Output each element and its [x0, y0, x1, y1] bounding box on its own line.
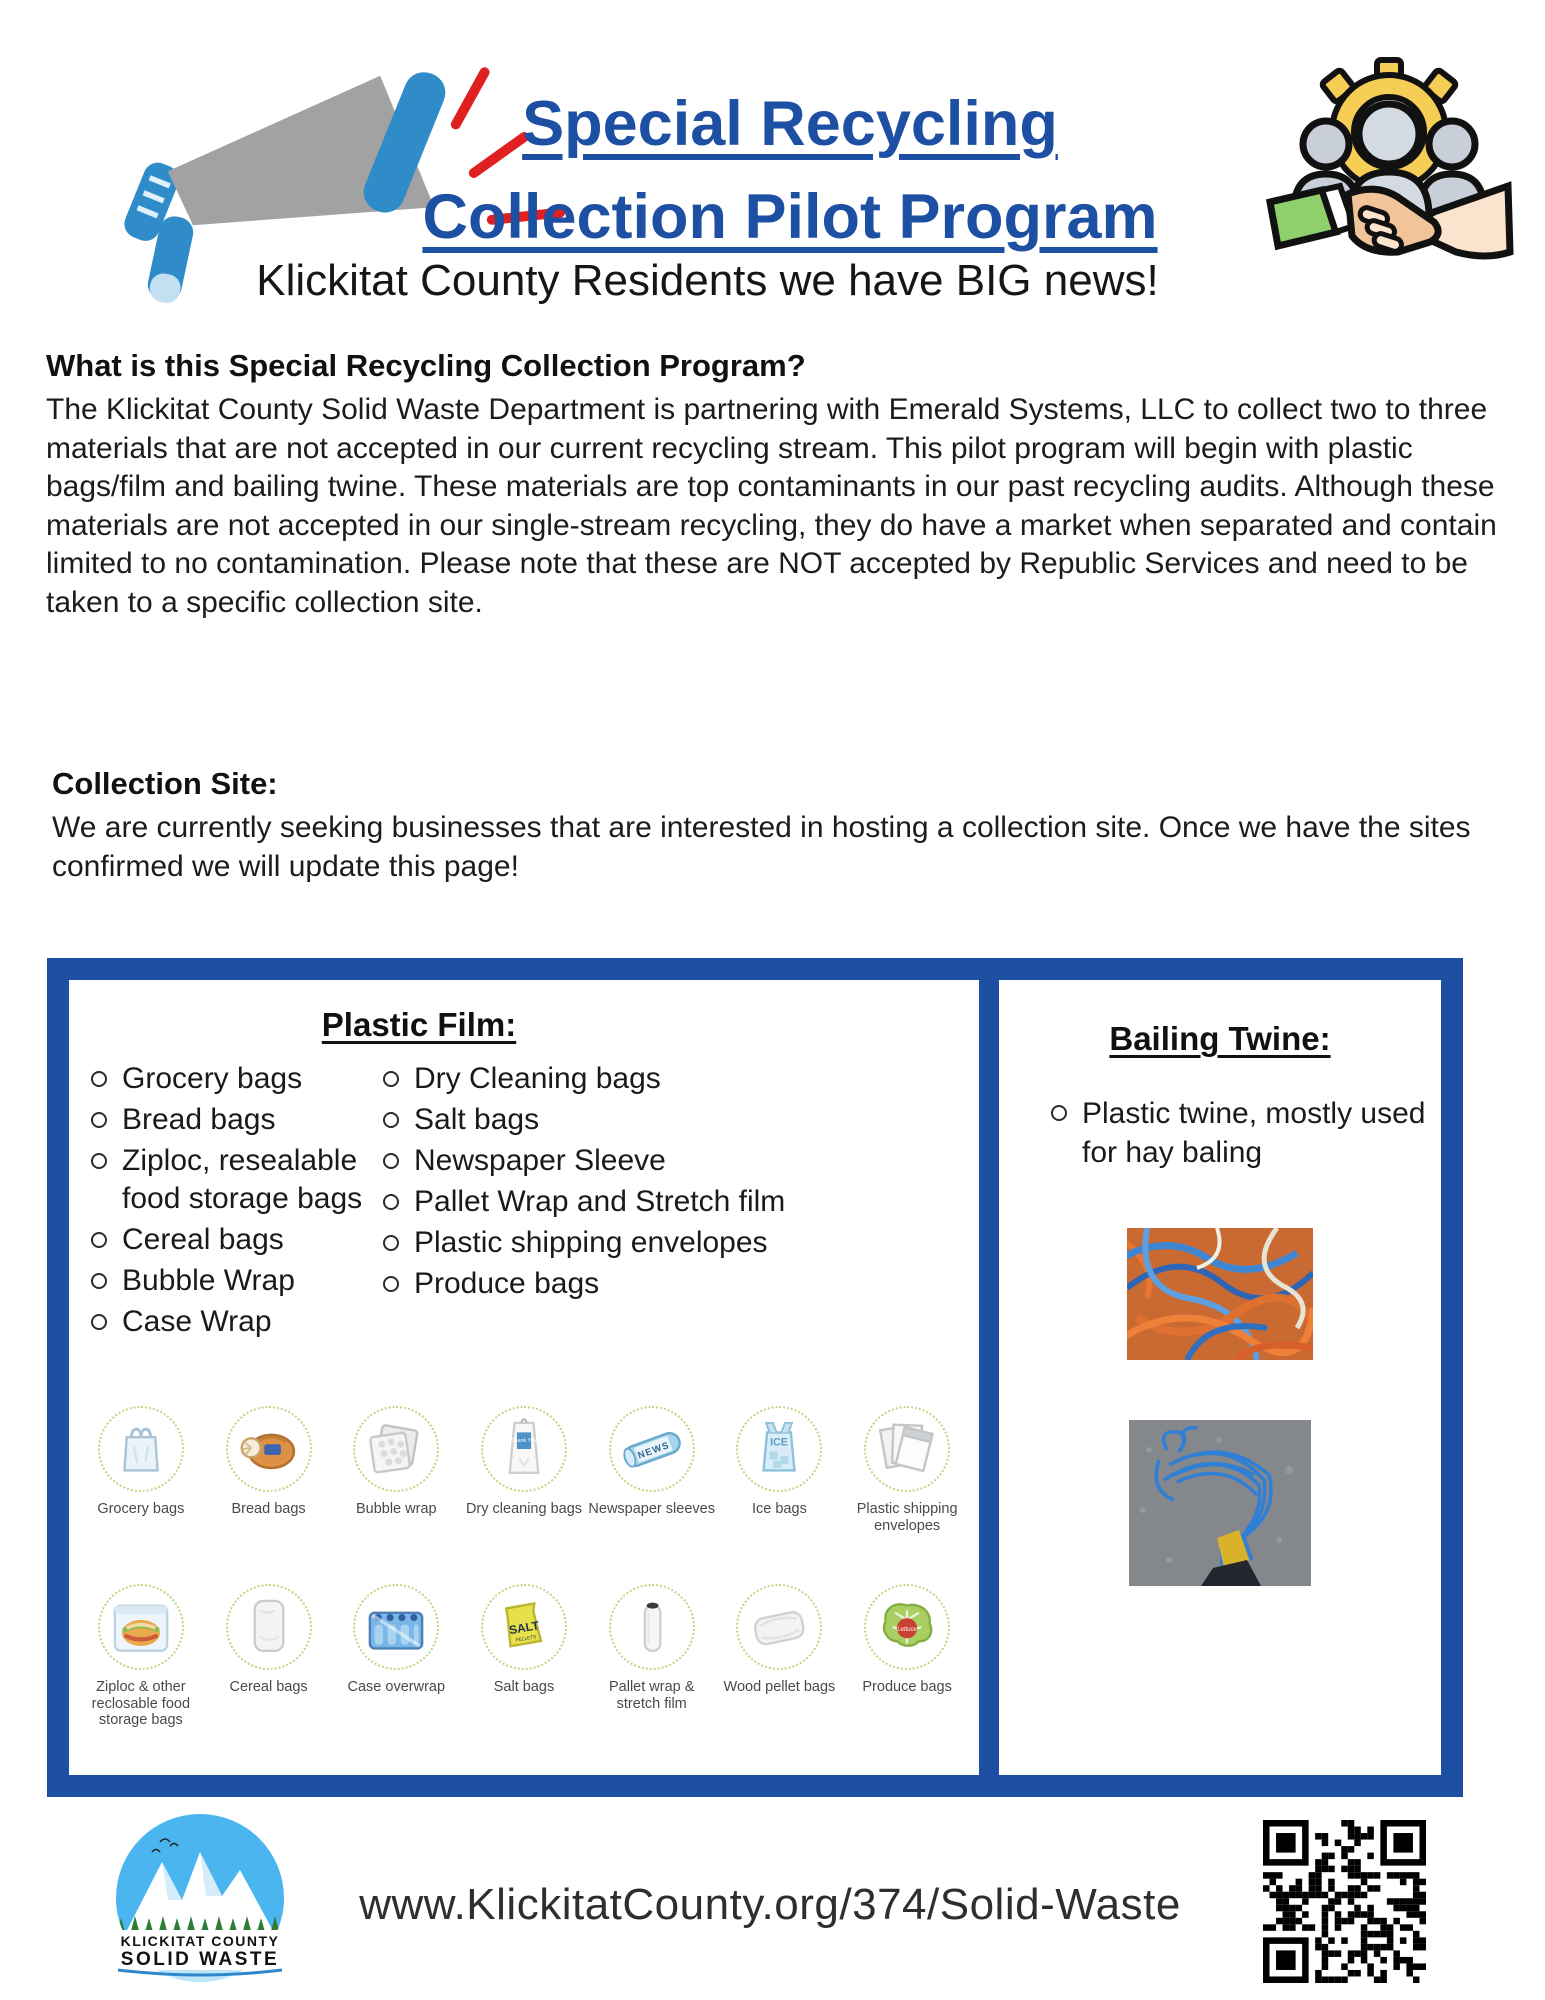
collection-site-heading: Collection Site: [52, 766, 278, 801]
qr-code-graphic [1263, 1820, 1426, 1983]
gallery-item [460, 1584, 588, 1729]
collection-site-body: We are currently seeking businesses that are interested in hosting a collection site. Once we have the sites confirmed we will update this page! [52, 811, 1471, 883]
svg-text:Thank You: Thank You [511, 1437, 537, 1444]
cereal-bag-icon [231, 1589, 307, 1665]
dry-cleaning-bag-icon [486, 1411, 562, 1487]
list-item: Plastic shipping envelopes [383, 1224, 971, 1262]
dotted-ring [353, 1584, 439, 1670]
gallery-caption: Wood pellet bags [723, 1679, 836, 1695]
list-item: Ziploc, resealable food storage bags [91, 1142, 383, 1218]
case-overwrap-icon [358, 1589, 434, 1665]
title-line-2: Collection Pilot Program [422, 182, 1158, 253]
bullet-circle-icon [383, 1071, 399, 1087]
dotted-ring [226, 1584, 312, 1670]
gallery-caption: Newspaper sleeves [588, 1501, 715, 1517]
plastic-film-panel [69, 980, 979, 1775]
svg-text:Lettuce: Lettuce [897, 1627, 917, 1634]
bailing-twine-panel [999, 980, 1441, 1775]
bullet-circle-icon [91, 1153, 107, 1169]
shipping-envelope-icon [869, 1411, 945, 1487]
gallery-item [205, 1584, 333, 1729]
svg-text:KLICKITAT COUNTY: KLICKITAT COUNTY [120, 1933, 280, 1949]
svg-text:PELLETS: PELLETS [515, 1635, 537, 1644]
list-item: Pallet Wrap and Stretch film [383, 1183, 971, 1221]
gallery-item [716, 1406, 844, 1534]
list-item: Case Wrap [91, 1303, 383, 1341]
svg-text:ICE: ICE [770, 1436, 789, 1449]
bullet-circle-icon [383, 1194, 399, 1210]
dotted-ring [481, 1584, 567, 1670]
dotted-ring [864, 1406, 950, 1492]
plastic-film-lists [69, 1044, 979, 1344]
partnership-graphic [1264, 44, 1514, 284]
list-item: Grocery bags [91, 1060, 383, 1098]
dotted-ring [98, 1584, 184, 1670]
gallery-item [843, 1584, 971, 1729]
dotted-ring [864, 1584, 950, 1670]
svg-text:SOLID WASTE: SOLID WASTE [120, 1949, 280, 1970]
bread-bag-icon [231, 1411, 307, 1487]
bullet-circle-icon [383, 1235, 399, 1251]
dotted-ring [98, 1406, 184, 1492]
bullet-circle-icon [383, 1276, 399, 1292]
gallery-caption: Ziploc & other reclosable food storage bags [91, 1679, 191, 1728]
gallery-caption: Bread bags [231, 1501, 306, 1517]
gallery-item [716, 1584, 844, 1729]
bubble-wrap-icon [358, 1411, 434, 1487]
gallery-item [332, 1406, 460, 1534]
list-item: Bread bags [91, 1101, 383, 1139]
materials-box [47, 958, 1463, 1797]
dotted-ring [609, 1406, 695, 1492]
gallery-item [205, 1406, 333, 1534]
gallery-caption: Pallet wrap & stretch film [608, 1679, 695, 1712]
gallery-item [588, 1406, 716, 1534]
about-body: The Klickitat County Solid Waste Department is partnering with Emerald Systems, LLC to collect two to three materials that are not accepted in our current recycling stream. This pilot program will begin with plastic bags/film and bailing twine. These materials are top contaminants in our past recycling audits. Although these materials are not accepted in our single-stream recycling, they do have a market when separated and contain limited to no contamination. Please note that these are NOT accepted by Republic Services and need to be taken to a specific collection site. [46, 393, 1497, 619]
gallery-caption: Grocery bags [97, 1501, 185, 1517]
dotted-ring [736, 1584, 822, 1670]
ziploc-sandwich-bag-icon [103, 1589, 179, 1665]
page-title [350, 78, 1230, 264]
dotted-ring [226, 1406, 312, 1492]
dotted-ring [736, 1406, 822, 1492]
grocery-bag-icon [103, 1411, 179, 1487]
bullet-circle-icon [91, 1273, 107, 1289]
pallet-wrap-icon [614, 1589, 690, 1665]
bullet-circle-icon [383, 1112, 399, 1128]
title-line-1: Special Recycling [522, 89, 1058, 160]
bullet-circle-icon [91, 1232, 107, 1248]
plastic-film-gallery [77, 1406, 971, 1729]
newspaper-sleeve-icon [614, 1411, 690, 1487]
list-item: Cereal bags [91, 1221, 383, 1259]
list-item: Dry Cleaning bags [383, 1060, 971, 1098]
list-item: Produce bags [383, 1265, 971, 1303]
solid-waste-logo [110, 1812, 290, 1984]
gallery-caption: Plastic shipping envelopes [856, 1501, 958, 1534]
ice-bag-icon [741, 1411, 817, 1487]
bailing-twine-heading: Bailing Twine: [1109, 1020, 1331, 1057]
produce-bag-icon [869, 1589, 945, 1665]
gallery-caption: Salt bags [493, 1679, 555, 1695]
gallery-item [332, 1584, 460, 1729]
salt-bag-icon [486, 1589, 562, 1665]
gallery-caption: Cereal bags [229, 1679, 308, 1695]
gallery-caption: Case overwrap [347, 1679, 446, 1695]
subtitle: Klickitat County Residents we have BIG news! [256, 256, 1159, 305]
bullet-circle-icon [91, 1071, 107, 1087]
dotted-ring [353, 1406, 439, 1492]
list-item: Newspaper Sleeve [383, 1142, 971, 1180]
wood-pellet-bag-icon [741, 1589, 817, 1665]
gallery-item [77, 1406, 205, 1534]
qr-code [1263, 1820, 1426, 1983]
list-item: Salt bags [383, 1101, 971, 1139]
gallery-caption: Produce bags [862, 1679, 952, 1695]
list-item: Plastic twine, mostly used for hay baling [999, 1058, 1441, 1172]
svg-text:SALT: SALT [508, 1618, 541, 1638]
bullet-circle-icon [1051, 1105, 1067, 1121]
bullet-circle-icon [91, 1314, 107, 1330]
gallery-caption: Bubble wrap [355, 1501, 437, 1517]
list-item: Bubble Wrap [91, 1262, 383, 1300]
collection-site-section [52, 766, 1472, 886]
gallery-item [588, 1584, 716, 1729]
about-heading: What is this Special Recycling Collection Program? [46, 348, 806, 383]
blue-twine-bundle-photo [1129, 1420, 1311, 1586]
gallery-caption: Dry cleaning bags [465, 1501, 583, 1517]
partnership-handshake-icon [1264, 44, 1514, 284]
gallery-item [843, 1406, 971, 1534]
website-url: www.KlickitatCounty.org/374/Solid-Waste [359, 1880, 1181, 1929]
gallery-caption: Ice bags [752, 1501, 807, 1517]
dotted-ring [481, 1406, 567, 1492]
bullet-circle-icon [383, 1153, 399, 1169]
solid-waste-logo-graphic [110, 1812, 290, 1984]
svg-text:NEWS: NEWS [636, 1439, 672, 1462]
gallery-item [77, 1584, 205, 1729]
plastic-film-heading: Plastic Film: [321, 1006, 517, 1043]
about-section [46, 348, 1504, 622]
dotted-ring [609, 1584, 695, 1670]
bullet-circle-icon [91, 1112, 107, 1128]
gallery-item [460, 1406, 588, 1534]
tangled-twine-photo [1127, 1228, 1313, 1360]
